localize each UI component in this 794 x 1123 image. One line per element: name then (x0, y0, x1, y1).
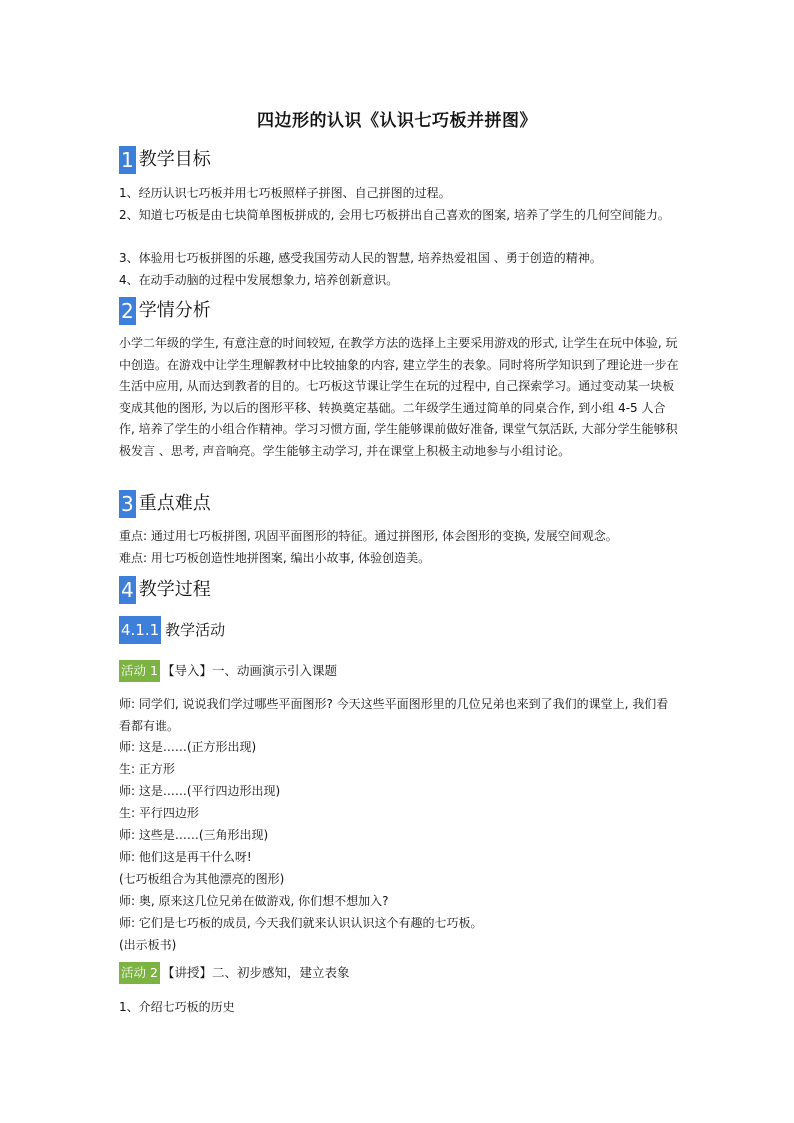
subsection-label: 教学活动 (165, 621, 226, 639)
activity-2-heading (119, 962, 349, 984)
section-heading-2 (119, 297, 211, 325)
goal-item: 4、在动手动脑的过程中发展想象力, 培养创新意识。 (119, 273, 399, 287)
activity-1-heading (119, 660, 337, 682)
keypoint-item: 难点: 用七巧板创造性地拼图案, 编出小故事, 体验创造美。 (119, 551, 431, 565)
section-heading-1 (119, 146, 211, 174)
subsection-heading-4-1-1 (119, 616, 225, 644)
dialogue-line: 师: 这些是……(三角形出现) (119, 828, 269, 842)
section-number: 3 (121, 492, 134, 516)
section-heading-4 (119, 576, 211, 604)
section-number: 2 (121, 299, 134, 323)
list-item: 1、介绍七巧板的历史 (119, 1000, 235, 1014)
dialogue-line: 师: 它们是七巧板的成员, 今天我们就来认识认识这个有趣的七巧板。 (119, 916, 483, 930)
dialogue-line: (七巧板组合为其他漂亮的图形) (119, 872, 285, 886)
activity-title: 【讲授】二、初步感知，建立表象 (161, 965, 350, 980)
keypoint-item: 重点: 通过用七巧板拼图, 巩固平面图形的特征。通过拼图形, 体会图形的变换, 发展空间观念。 (119, 529, 618, 543)
goal-item: 2、知道七巧板是由七块简单图板拼成的, 会用七巧板拼出自己喜欢的图案, 培养了学生的几何空间能力。 (119, 208, 670, 222)
dialogue-line: 生: 正方形 (119, 762, 175, 776)
goal-item: 3、体验用七巧板拼图的乐趣, 感受我国劳动人民的智慧, 培养热爱祖国 、勇于创造的精神。 (119, 251, 602, 265)
section-label: 教学目标 (138, 149, 211, 170)
section-label: 教学过程 (138, 579, 211, 600)
dialogue-line: 师: 奥, 原来这几位兄弟在做游戏, 你们想不想加入? (119, 894, 389, 908)
section-number: 1 (121, 148, 134, 172)
dialogue-line: 师: 这是……(正方形出现) (119, 740, 257, 754)
dialogue-line: 生: 平行四边形 (119, 806, 199, 820)
dialogue-paragraph: 师: 同学们, 说说我们学过哪些平面图形? 今天这些平面图形里的几位兄弟也来到了我们的课堂上, 我们看看都有谁。 (119, 697, 669, 733)
activity-badge: 活动 1 (119, 660, 160, 682)
section-number: 4 (121, 578, 134, 602)
subsection-number: 4.1.1 (119, 616, 161, 644)
goal-item: 1、经历认识七巧板并用七巧板照样子拼图、自己拼图的过程。 (119, 186, 451, 200)
dialogue-line: (出示板书) (119, 938, 177, 952)
activity-title: 【导入】一、动画演示引入课题 (161, 663, 337, 678)
section-label: 学情分析 (138, 300, 211, 321)
dialogue-line: 师: 他们这是再干什么呀! (119, 850, 252, 864)
section-label: 重点难点 (138, 493, 211, 514)
document-title: 四边形的认识《认识七巧板并拼图》 (257, 111, 537, 131)
section-heading-3 (119, 490, 211, 518)
activity-badge: 活动 2 (119, 962, 160, 984)
analysis-paragraph: 小学二年级的学生, 有意注意的时间较短, 在教学方法的选择上主要采用游戏的形式, 让学生在玩中体验, 玩中创造。在游戏中让学生理解教材中比较抽象的内容, 建立学生的表象。同时将所学知识到了理论进一步在生活中应用, 从而达到教者的目的。七巧板这节课让学生在玩的过程中, 自己探索学习。通过变动某一块板变成其他的图形, 为以后的图形平移、转换奠定基础。二年级学生通过简单的同桌合作, 到小组 4-5 人合作, 培养了学生的小组合作精神。学习习惯方面, 学生能够课前做好准备, 课堂气氛活跃, 大部分学生能够积极发言 、思考, 声音响亮。学生能够主动学习, 并在课堂上积极主动地参与小组讨论。 (119, 336, 679, 458)
dialogue-line: 师: 这是……(平行四边形出现) (119, 784, 281, 798)
